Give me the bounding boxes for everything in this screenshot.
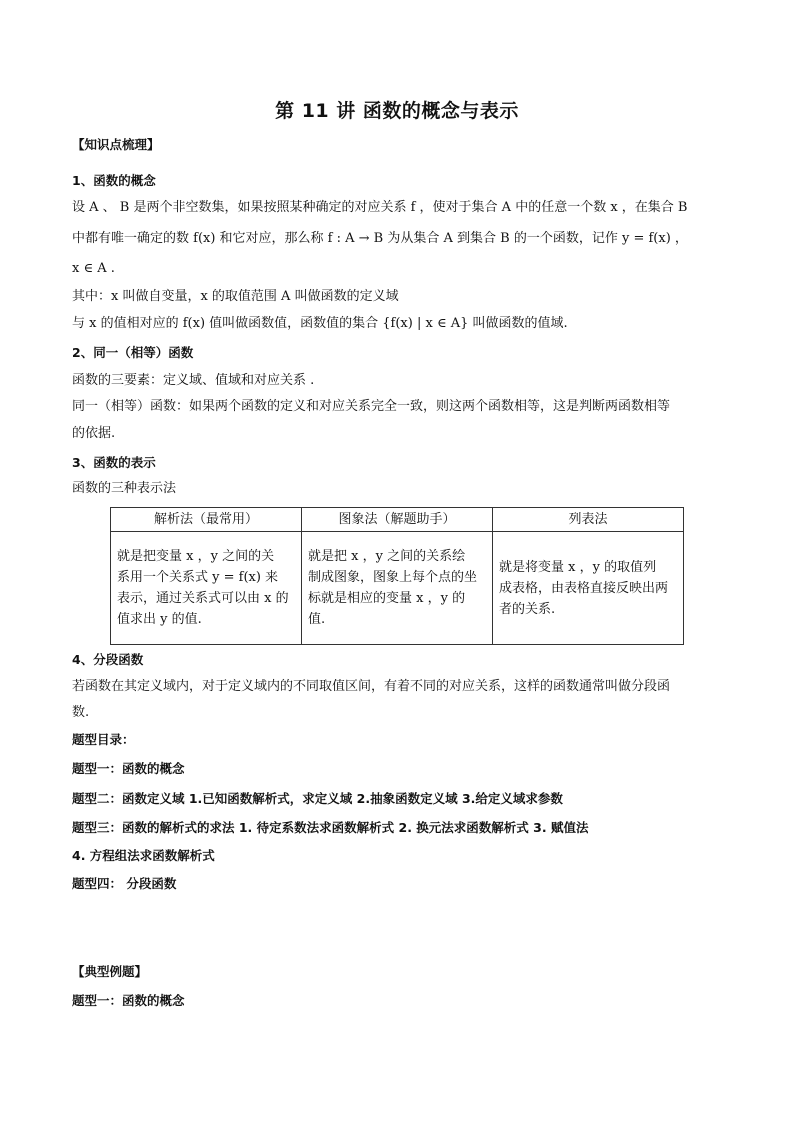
s4-line: 数. (72, 705, 90, 720)
examples-type-heading: 题型一：函数的概念 (72, 993, 185, 1008)
s1-line: 中都有唯一确定的数 f(x) 和它对应，那么称 f : A → B 为从集合 A 到集合 B 的一个函数，记作 y = f(x) ， (72, 231, 688, 246)
section-examples-heading: 【典型例题】 (72, 964, 148, 979)
s2-line: 函数的三要素：定义域、值域和对应关系 . (72, 373, 315, 388)
s3-heading: 3、函数的表示 (72, 455, 156, 470)
s1-heading: 1、函数的概念 (72, 173, 156, 188)
cell-text: 就是把变量 x ，y 之间的关 系用一个关系式 y = f(x) 来 表示，通过关系式可以由 x 的 值求出 y 的值. (117, 549, 289, 627)
section-knowledge-heading: 【知识点梳理】 (72, 137, 160, 152)
table-cell (493, 532, 684, 645)
table-cell (111, 532, 302, 645)
page-title: 第 11 讲 函数的概念与表示 (275, 100, 519, 122)
s2-line: 同一（相等）函数：如果两个函数的定义和对应关系完全一致，则这两个函数相等，这是判断两函数相等 (72, 399, 671, 414)
cell-text: 就是把 x ，y 之间的关系绘 制成图象，图象上每个点的坐 标就是相应的变量 x ，y 的 值. (308, 549, 478, 627)
s1-line: 与 x 的值相对应的 f(x) 值叫做函数值，函数值的集合 {f(x) | x ∈ A} 叫做函数的值域. (72, 316, 568, 331)
s1-line: 其中：x 叫做自变量，x 的取值范围 A 叫做函数的定义域 (72, 289, 399, 304)
catalog-heading: 题型目录： (72, 732, 135, 747)
s1-line: x ∈ A . (72, 261, 115, 276)
cell-text: 就是将变量 x ，y 的取值列 成表格，由表格直接反映出两 者的关系. (499, 559, 669, 617)
catalog-item: 题型一：函数的概念 (72, 761, 185, 776)
table-header-row (111, 508, 684, 532)
s3-intro: 函数的三种表示法 (72, 481, 177, 496)
table-row (111, 532, 684, 645)
catalog-item: 题型二：函数定义域 1.已知函数解析式，求定义域 2.抽象函数定义域 3.给定义域求参数 (72, 791, 563, 806)
s2-heading: 2、同一（相等）函数 (72, 345, 194, 360)
s4-line: 若函数在其定义域内，对于定义域内的不同取值区间，有着不同的对应关系，这样的函数通常叫做分段函 (72, 679, 671, 694)
table-cell (302, 532, 493, 645)
s2-line: 的依据. (72, 426, 116, 441)
s1-line: 设 A 、 B 是两个非空数集，如果按照某种确定的对应关系 f ，使对于集合 A 中的任意一个数 x ，在集合 B (72, 200, 688, 215)
catalog-item: 4. 方程组法求函数解析式 (72, 848, 215, 863)
representation-table (110, 507, 684, 645)
catalog-item: 题型三：函数的解析式的求法 1. 待定系数法求函数解析式 2. 换元法求函数解析式 3. 赋值法 (72, 820, 589, 835)
table-header-cell: 列表法 (493, 508, 684, 532)
s4-heading: 4、分段函数 (72, 652, 144, 667)
table-header-cell: 解析法（最常用） (111, 508, 302, 532)
table-header-cell: 图象法（解题助手） (302, 508, 493, 532)
catalog-item: 题型四： 分段函数 (72, 876, 177, 891)
